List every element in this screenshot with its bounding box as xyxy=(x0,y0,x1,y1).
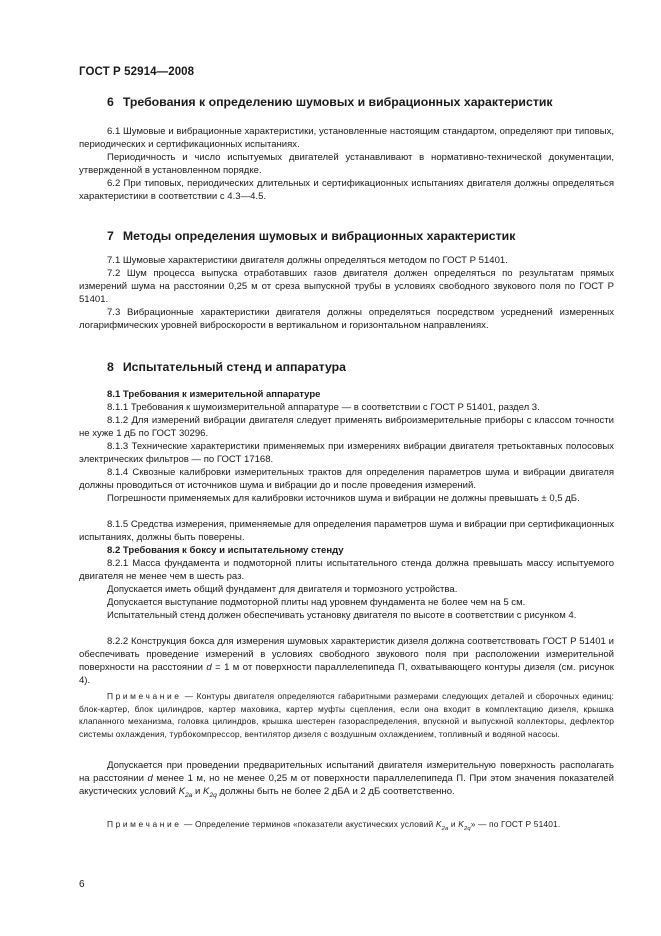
section-8-number: 8 xyxy=(107,360,114,374)
section-7-heading xyxy=(107,229,515,243)
para-8-1-4-b: Погрешности применяемых для калибровки источников шума и вибрации не должны превышать ± 0,5 дБ. xyxy=(107,493,580,504)
note-2-k2a-k: K xyxy=(435,819,442,829)
para-8-1-4: 8.1.4 Сквозные калибровки измерительных трактов для определения параметров шума и вибрации двигателя должны проводиться от источников шума и вибрации до и после проведения измерений. xyxy=(79,467,614,491)
para-6-1: 6.1 Шумовые и вибрационные характеристики, установленные настоящим стандартом, определяют при типовых, периодических и сертификационных испытаниях. xyxy=(79,126,614,150)
note-2-text-b: » — по ГОСТ Р 51401. xyxy=(470,819,561,829)
note-2 xyxy=(79,818,614,836)
para-8-2-2 xyxy=(79,636,614,688)
subsection-8-1-title: 8.1 Требования к измерительной аппаратуре xyxy=(107,389,321,400)
para-7-1: 7.1 Шумовые характеристики двигателя должны определяться методом по ГОСТ Р 51401. xyxy=(107,255,508,266)
para-8-2-3-text-b: менее 1 м, но не менее 0,25 м от поверхности параллелепипеда П. При этом значения показателей акустических условий xyxy=(79,772,614,797)
para-6-1-b: Периодичность и число испытуемых двигателей устанавливают в нормативно-технической документации, утвержденной в установленном порядке. xyxy=(79,152,614,176)
var-d-2: d xyxy=(147,772,153,784)
document-header: ГОСТ Р 52914—2008 xyxy=(79,66,195,78)
k2a-symbol xyxy=(179,786,193,797)
para-6-2: 6.2 При типовых, периодических длительных и сертификационных испытаниях двигателя должны определяться характеристики в соответствии с 4.3—4.5. xyxy=(79,178,614,202)
k2a-k: K xyxy=(178,785,185,797)
k2q-k: K xyxy=(203,785,210,797)
para-8-2-1-d: Испытательный стенд должен обеспечивать установку двигателя по высоте в соответствии с рисунком 4. xyxy=(107,610,577,621)
note-2-and: и xyxy=(448,819,459,829)
note-1-label: Примечание xyxy=(107,691,182,701)
k2q-symbol xyxy=(203,786,217,797)
note-2-label: Примечание xyxy=(107,819,182,829)
note-2-k2q-k: K xyxy=(458,819,464,829)
note-2-text-a: — Определение терминов «показатели акустических условий xyxy=(181,819,436,829)
note-2-k2q-sub: 2q xyxy=(463,826,471,832)
note-2-k2q xyxy=(458,819,471,832)
k2a-sub: 2a xyxy=(184,791,193,799)
para-8-2-3-text-a: Допускается при проведении предварительных испытаний двигателя измерительную поверхность располагать на расстоянии xyxy=(79,760,614,784)
para-8-1-5: 8.1.5 Средства измерения, применяемые для определения параметров шума и вибрации при сертификационных испытаниях, должны быть поверены. xyxy=(79,519,614,543)
section-6-number: 6 xyxy=(107,95,114,109)
para-8-2-2-text-a: 8.2.2 Конструкция бокса для измерения шумовых характеристик дизеля должна соответствовать ГОСТ Р 51401 и обеспечивать проведение измерений в условиях свободного звукового поля при расположении измерительной поверхности на расстоянии xyxy=(79,636,614,673)
note-2-k2a xyxy=(435,819,449,832)
note-2-k2a-sub: 2a xyxy=(441,826,449,832)
para-7-2: 7.2 Шум процесса выпуска отработавших газов двигателя должен определяться по результатам прямых измерений шума на расстоянии 0,25 м от среза выпускной трубы в условиях свободного звукового поля по ГОСТ Р 51401. xyxy=(79,268,614,305)
page-number: 6 xyxy=(79,879,85,890)
para-8-2-1-c: Допускается выступание подмоторной плиты над уровнем фундамента не более чем на 5 см. xyxy=(107,597,526,608)
para-8-2-3-and: и xyxy=(192,785,203,797)
para-8-2-1: 8.2.1 Масса фундамента и подмоторной плиты испытательного стенда должна превышать массу испытуемого двигателя не менее чем в шесть раз. xyxy=(79,558,614,582)
section-8-title: Испытательный стенд и аппаратура xyxy=(122,360,347,374)
para-8-2-1-b: Допускается иметь общий фундамент для двигателя и тормозного устройства. xyxy=(107,584,458,595)
para-8-1-1: 8.1.1 Требования к шумоизмерительной аппаратуре — в соответствии с ГОСТ Р 51401, раздел 3. xyxy=(107,402,540,413)
section-6-heading xyxy=(107,95,553,109)
subsection-8-2-title: 8.2 Требования к боксу и испытательному стенду xyxy=(107,545,344,556)
k2q-sub: 2q xyxy=(209,791,217,799)
para-8-1-3: 8.1.3 Технические характеристики применяемых при измерениях вибрации двигателя третьоктавных полосовых электрических фильтров — по ГОСТ 17168. xyxy=(79,441,614,465)
note-1 xyxy=(79,690,614,740)
section-6-title: Требования к определению шумовых и вибрационных характеристик xyxy=(122,95,553,109)
para-8-2-2-text-b: = 1 м от поверхности параллелепипеда П, охватывающего контуры дизеля (см. рисунок 4). xyxy=(79,661,614,686)
para-7-3: 7.3 Вибрационные характеристики двигателя должны определяться посредством усреднений измеренных логарифмических уровней виброскорости в вертикальном и горизонтальном направлениях. xyxy=(79,307,614,331)
note-1-text: — Контуры двигателя определяются габаритными размерами следующих деталей и сборочных единиц: блок-картер, блок цилиндров, картер маховика, картер муфты сцепления, если она входит в комплектацию дизеля, крышка клапанного механизма, головка цилиндров, крышка шестерен газораспределения, впускной и выпускной коллекторы, дефлектор системы охлаждения, турбокомпрессор, вентилятор дизеля с воздушным охлаждением, топливный и водяной насосы. xyxy=(79,691,614,739)
var-d: d xyxy=(206,661,212,673)
para-8-1-2: 8.1.2 Для измерений вибрации двигателя следует применять виброизмерительные приборы с классом точности не хуже 1 дБ по ГОСТ 30296. xyxy=(79,415,614,439)
section-7-title: Методы определения шумовых и вибрационных характеристик xyxy=(122,229,516,243)
section-7-number: 7 xyxy=(107,229,114,243)
section-8-heading xyxy=(107,360,346,374)
para-8-2-3-text-c: должны быть не более 2 дБА и 2 дБ соответственно. xyxy=(216,785,455,797)
para-8-2-3 xyxy=(79,760,614,803)
